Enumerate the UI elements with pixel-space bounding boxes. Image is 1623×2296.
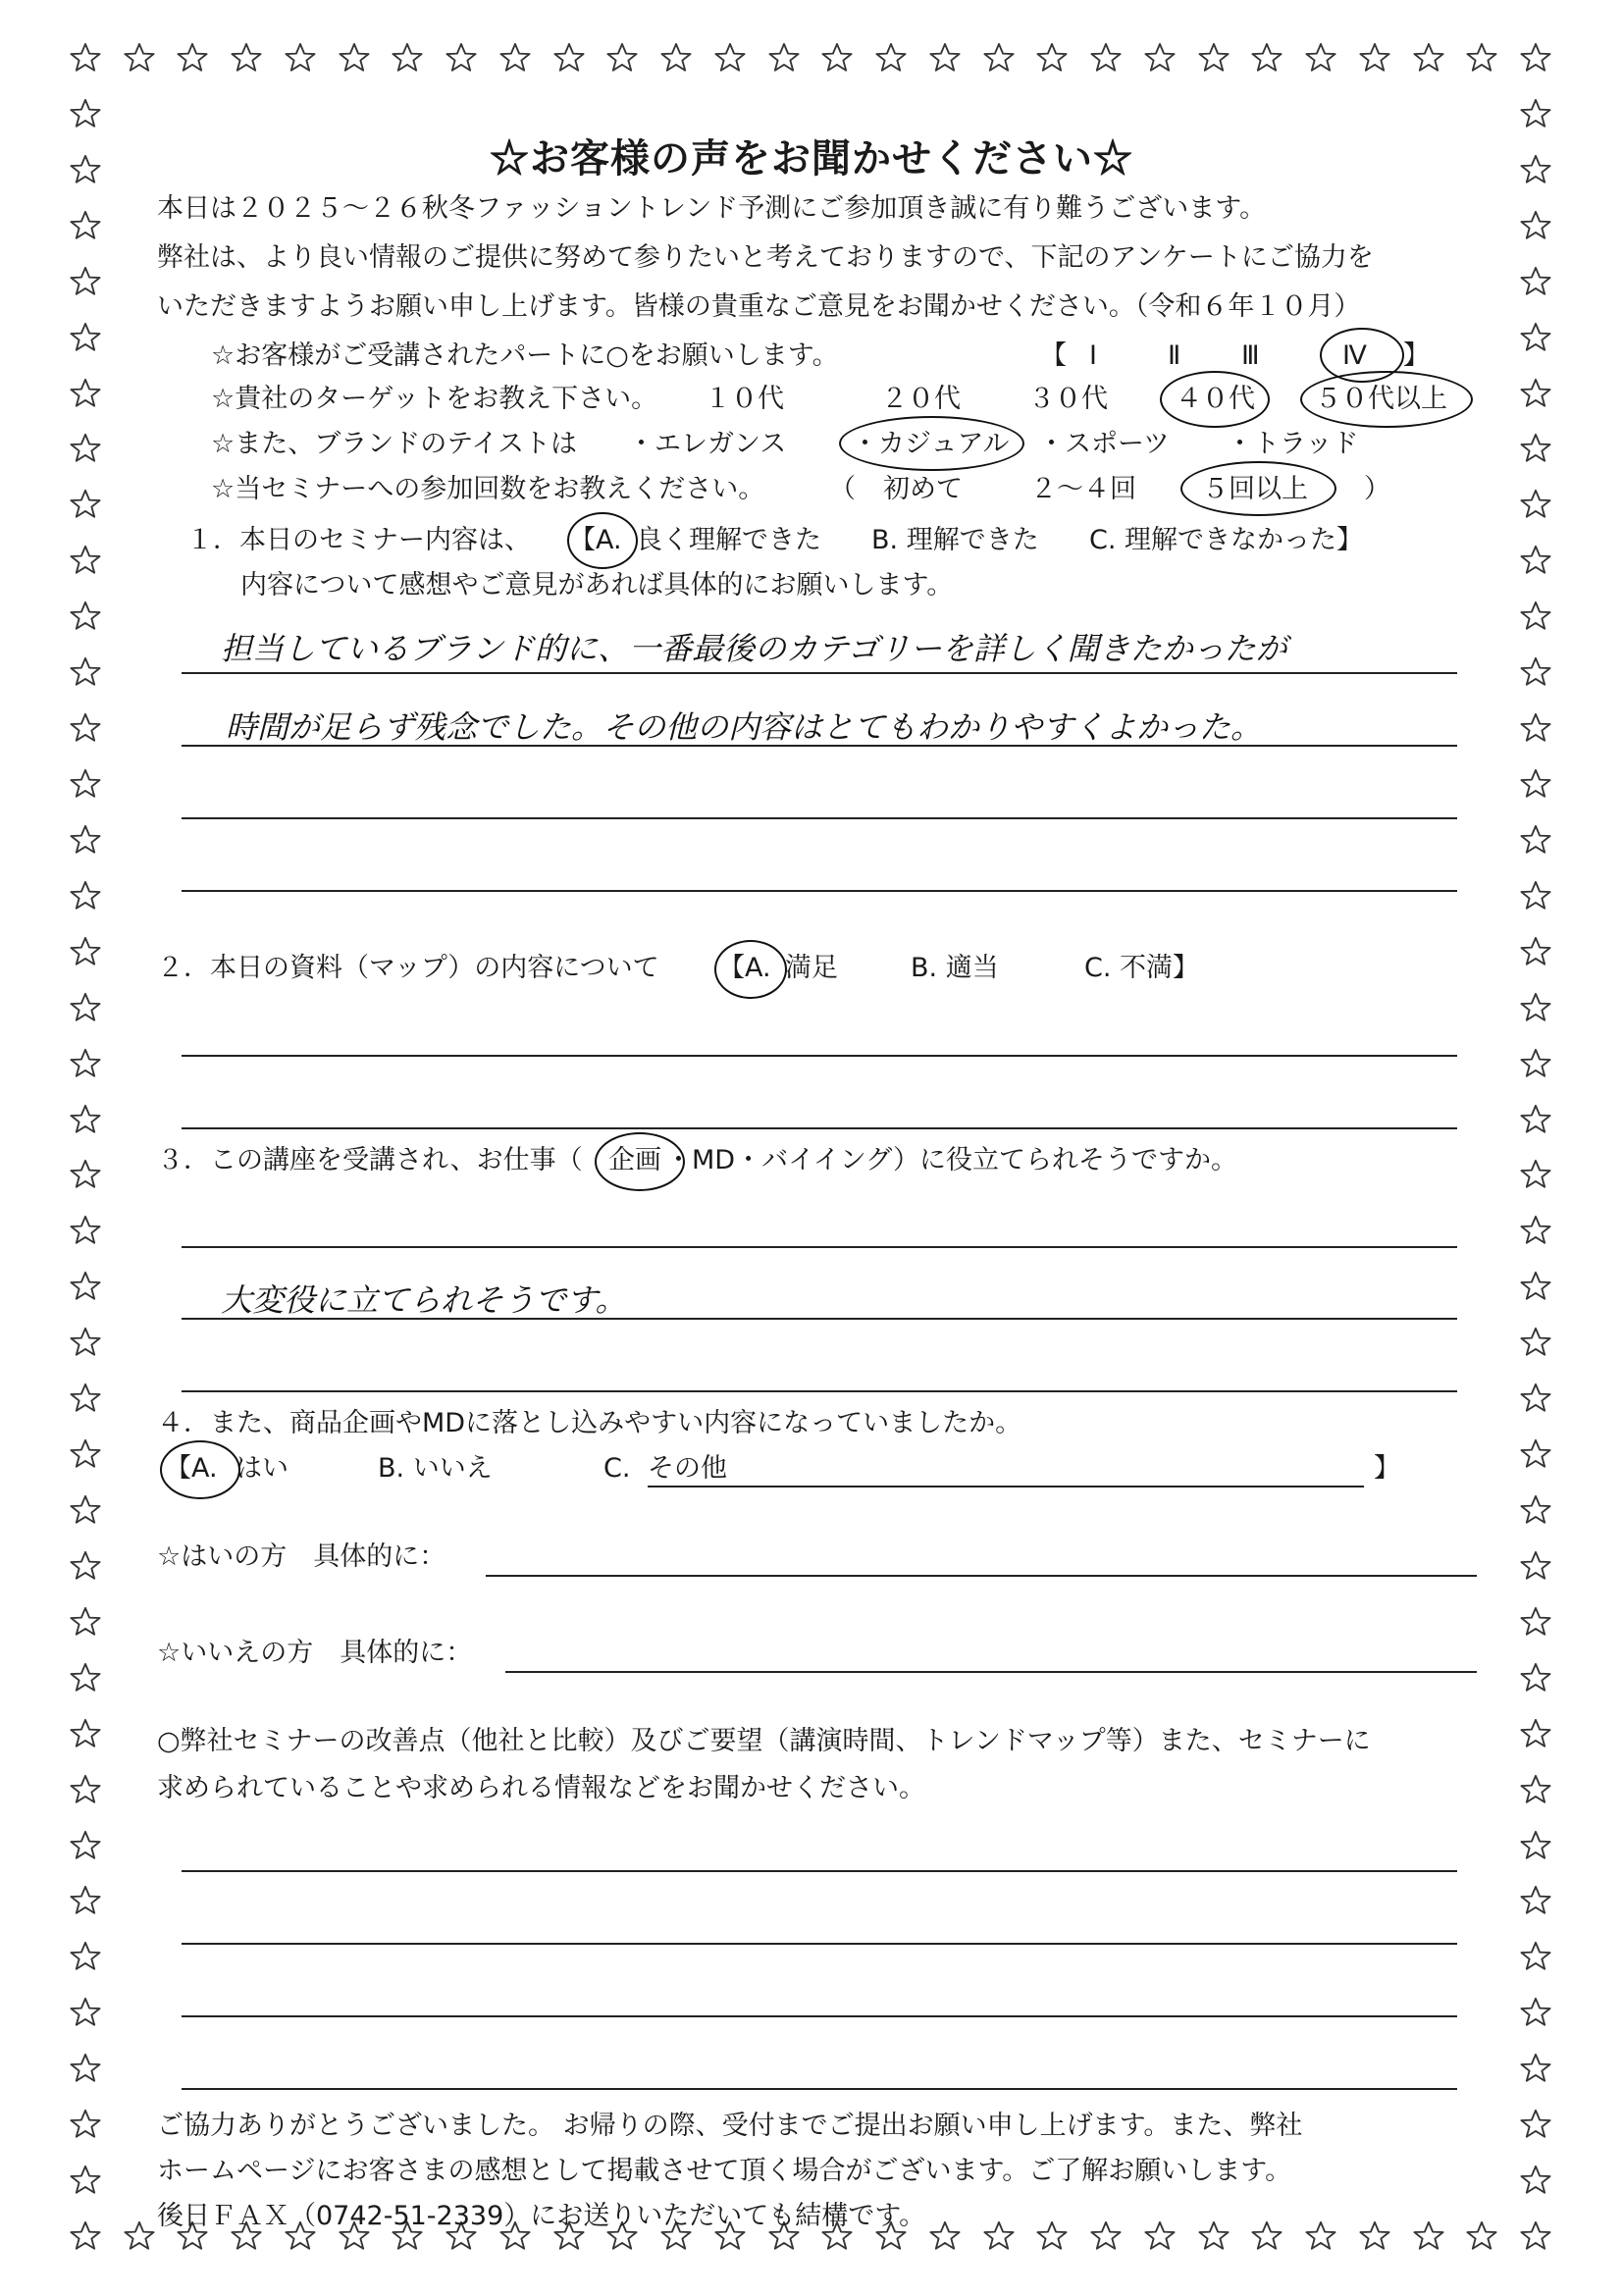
star-outline-icon [1465,2219,1498,2253]
star-outline-icon [69,1549,102,1583]
improve-line-2: 求められていることや求められる情報などをお聞かせください。 [157,1773,925,1803]
star-outline-icon [69,1493,102,1527]
q1-option-b[interactable]: B. 理解できた [871,525,1039,555]
star-outline-icon [1465,41,1498,75]
star-outline-icon [1519,1270,1552,1303]
intro-line-2: 弊社は、より良い情報のご提供に努めて参りたいと考えておりますので、下記のアンケートにご協力を [157,242,1374,273]
star-outline-icon [659,41,693,75]
star-outline-icon [1519,1884,1552,1917]
star-outline-icon [1519,432,1552,465]
star-outline-icon [1519,935,1552,968]
star-outline-icon [1519,2052,1552,2085]
q3-prefix: ３．この講座を受講され、お仕事（ [157,1145,583,1175]
part-option-2[interactable]: Ⅱ [1168,340,1181,371]
q1-option-c[interactable]: C. 理解できなかった】 [1089,525,1364,555]
q4-prefix: ４．また、商品企画やMDに落とし込みやすい内容になっていましたか。 [157,1408,1022,1438]
star-outline-icon [69,1382,102,1415]
star-outline-icon [69,1996,102,2029]
star-outline-icon [1519,1605,1552,1639]
q2-prefix: ２．本日の資料（マップ）の内容について [157,953,659,983]
star-outline-icon [820,41,854,75]
part-bracket-open: 【 [1040,340,1067,371]
star-outline-icon [69,1884,102,1917]
star-outline-icon [123,2219,156,2253]
q4-option-b[interactable]: B. いいえ [378,1453,493,1484]
star-outline-icon [874,41,908,75]
star-outline-icon [69,823,102,857]
star-outline-icon [1519,600,1552,633]
star-outline-icon [928,41,962,75]
star-outline-icon [69,321,102,354]
answer-line [182,890,1457,892]
footer-line-1: ご協力ありがとうございました。 お帰りの際、受付までご提出お願い申し上げます。また、弊社 [157,2111,1303,2141]
star-outline-icon [1519,1326,1552,1359]
star-outline-icon [1358,2219,1391,2253]
answer-line [182,1246,1457,1248]
star-outline-icon [69,655,102,689]
q3-rest: ・MD・バイイング）に役立てられそうですか。 [665,1145,1238,1175]
star-outline-icon [1519,823,1552,857]
star-outline-icon [1519,1493,1552,1527]
improve-line-1: ○弊社セミナーの改善点（他社と比較）及びご要望（講演時間、トレンドマップ等）また、セミナーに [157,1726,1371,1756]
q2-option-b[interactable]: B. 適当 [911,953,999,983]
star-outline-icon [1089,41,1123,75]
star-outline-icon [1519,655,1552,689]
star-outline-icon [1519,1829,1552,1862]
no-detail-underline [505,1671,1477,1673]
star-outline-icon [1519,879,1552,913]
answer-line [182,1127,1457,1129]
star-outline-icon [1519,1549,1552,1583]
star-outline-icon [1035,41,1069,75]
star-outline-icon [1519,265,1552,298]
star-outline-icon [982,2219,1016,2253]
star-outline-icon [1304,41,1337,75]
target-option-3[interactable]: ３０代 [1028,384,1108,414]
q4-option-a-text: はい [236,1453,288,1484]
star-outline-icon [69,1158,102,1191]
star-outline-icon [1412,41,1445,75]
star-outline-icon [69,1605,102,1639]
star-outline-icon [1519,1773,1552,1806]
footer-line-3: 後日ＦＡＸ（0742-51-2339）にお送りいただいても結構です。 [157,2201,926,2231]
intro-line-1: 本日は２０２５～２６秋冬ファッショントレンド予測にご参加頂き誠に有り難うございます。 [157,193,1267,224]
count-option-3[interactable]: ５回以上 [1202,474,1308,504]
star-outline-icon [1519,1103,1552,1136]
answer-line [182,1390,1457,1392]
star-outline-icon [1197,41,1230,75]
selection-circle [839,416,1024,471]
q1-sub: 内容について感想やご意見があれば具体的にお願いします。 [240,570,954,600]
star-outline-icon [1519,1717,1552,1750]
selection-circle [1180,461,1336,516]
q2-option-a-text: 満足 [785,953,838,983]
q4-option-c-text: その他 [648,1453,727,1484]
star-outline-icon [69,1214,102,1247]
yes-detail-underline [486,1575,1477,1577]
q1-answer-2: 時間が足らず残念でした。その他の内容はとてもわかりやすくよかった。 [226,708,1263,746]
star-outline-icon [69,935,102,968]
target-option-1[interactable]: １０代 [705,384,784,414]
star-outline-icon [69,1661,102,1695]
star-outline-icon [1519,1047,1552,1080]
star-outline-icon [1519,544,1552,577]
selection-circle [567,512,638,569]
count-label: ☆当セミナーへの参加回数をお教えください。 [211,474,765,504]
answer-line [182,745,1457,747]
q3-answer: 大変役に立てられそうです。 [221,1281,627,1319]
star-outline-icon [69,432,102,465]
star-outline-icon [69,265,102,298]
part-option-1[interactable]: Ⅰ [1089,340,1097,371]
q1-prefix: １．本日のセミナー内容は、 [186,525,531,555]
q1-answer-1: 担当しているブランド的に、一番最後のカテゴリーを詳しく聞きたかったが [221,630,1287,667]
star-outline-icon [1519,41,1552,75]
star-outline-icon [1519,488,1552,521]
star-outline-icon [1519,1437,1552,1471]
target-label: ☆貴社のターゲットをお教え下さい。 [211,384,658,414]
star-outline-icon [69,1103,102,1136]
star-outline-icon [69,1270,102,1303]
star-outline-icon [69,209,102,242]
star-outline-icon [1519,377,1552,410]
part-label: ☆お客様がご受講されたパートに○をお願いします。 [211,340,839,371]
taste-option-4[interactable]: ・トラッド [1227,429,1359,459]
star-outline-icon [69,2108,102,2141]
star-outline-icon [1519,2164,1552,2197]
star-outline-icon [552,41,586,75]
part-option-4[interactable]: Ⅳ [1342,340,1367,371]
star-outline-icon [1519,321,1552,354]
star-outline-icon [928,2219,962,2253]
star-outline-icon [1519,767,1552,801]
survey-title: ☆お客様の声をお聞かせください☆ [490,135,1133,182]
star-outline-icon [69,711,102,745]
yes-detail-label: ☆はいの方 具体的に： [157,1541,446,1572]
star-outline-icon [69,1717,102,1750]
star-outline-icon [1519,2108,1552,2141]
star-outline-icon [69,767,102,801]
taste-option-1[interactable]: ・エレガンス [628,429,787,459]
q2-option-a[interactable]: 【A. [718,953,771,983]
q1-option-a-text: 良く理解できた [636,525,821,555]
answer-line [182,672,1457,674]
star-outline-icon [69,2164,102,2197]
star-outline-icon [69,991,102,1024]
star-outline-icon [498,41,532,75]
star-outline-icon [982,41,1016,75]
other-underline [648,1486,1364,1487]
star-outline-icon [1519,1996,1552,2029]
star-outline-icon [1143,41,1177,75]
q4-option-c[interactable]: C. [603,1453,631,1484]
count-option-1[interactable]: 初めて [883,474,963,504]
star-outline-icon [284,41,317,75]
star-outline-icon [1143,2219,1177,2253]
count-bracket-open: （ [829,474,856,504]
star-outline-icon [1519,1940,1552,1973]
star-outline-icon [1519,1382,1552,1415]
taste-option-3[interactable]: ・スポーツ [1038,429,1170,459]
star-outline-icon [1035,2219,1069,2253]
star-outline-icon [1358,41,1391,75]
star-outline-icon [176,41,209,75]
count-bracket-close: ） [1364,474,1390,504]
answer-line [182,1055,1457,1057]
star-outline-icon [69,600,102,633]
q4-option-a[interactable]: 【A. [165,1453,218,1484]
star-outline-icon [1304,2219,1337,2253]
star-outline-icon [445,41,478,75]
star-outline-icon [1519,991,1552,1024]
answer-line [182,817,1457,819]
answer-line [182,2015,1457,2017]
target-option-5[interactable]: ５０代以上 [1315,384,1447,414]
star-outline-icon [69,488,102,521]
answer-line [182,1943,1457,1945]
q4-bracket-close: 】 [1374,1453,1400,1484]
star-outline-icon [69,1773,102,1806]
star-outline-icon [69,1047,102,1080]
target-option-2[interactable]: ２０代 [881,384,961,414]
star-outline-icon [605,41,639,75]
count-option-2[interactable]: ２～４回 [1030,474,1136,504]
star-outline-icon [338,41,371,75]
answer-line [182,1318,1457,1320]
star-outline-icon [69,1940,102,1973]
star-outline-icon [69,41,102,75]
star-outline-icon [1412,2219,1445,2253]
star-outline-icon [713,41,747,75]
star-outline-icon [123,41,156,75]
selection-circle [1160,371,1270,428]
star-outline-icon [1519,209,1552,242]
star-outline-icon [69,2052,102,2085]
selection-circle [714,940,787,999]
star-outline-icon [1519,1661,1552,1695]
intro-line-3: いただきますようお願い申し上げます。皆様の貴重なご意見をお聞かせください。（令和６年１０月） [157,291,1361,322]
q1-option-a[interactable]: 【A. [569,525,622,555]
answer-line [182,2088,1457,2090]
star-outline-icon [69,1326,102,1359]
q3-option-planning[interactable]: 企画 [608,1145,661,1175]
star-outline-icon [1519,2219,1552,2253]
selection-circle [1300,371,1473,428]
taste-label: ☆また、ブランドのテイストは [211,429,578,459]
star-outline-icon [69,879,102,913]
taste-option-2[interactable]: ・カジュアル [852,429,1010,459]
star-outline-icon [1519,711,1552,745]
star-outline-icon [1089,2219,1123,2253]
star-outline-icon [391,41,424,75]
star-outline-icon [69,544,102,577]
star-outline-icon [69,2219,102,2253]
star-outline-icon [1519,1158,1552,1191]
selection-circle [595,1132,685,1191]
star-outline-icon [69,1437,102,1471]
star-outline-icon [69,1829,102,1862]
no-detail-label: ☆いいえの方 具体的に： [157,1638,473,1668]
footer-line-2: ホームページにお客さまの感想として掲載させて頂く場合がございます。ご了解お願いします。 [157,2156,1292,2186]
star-outline-icon [69,97,102,130]
star-outline-icon [69,377,102,410]
selection-circle [160,1440,240,1499]
answer-line [182,1870,1457,1872]
part-option-3[interactable]: Ⅲ [1241,340,1260,371]
part-bracket-close: 】 [1403,340,1430,371]
target-option-4[interactable]: ４０代 [1176,384,1255,414]
star-outline-icon [767,41,801,75]
star-outline-icon [1519,1214,1552,1247]
star-outline-icon [1250,2219,1283,2253]
star-outline-icon [1519,97,1552,130]
q2-option-c[interactable]: C. 不満】 [1084,953,1200,983]
star-outline-icon [1250,41,1283,75]
star-outline-icon [230,41,263,75]
star-outline-icon [1197,2219,1230,2253]
